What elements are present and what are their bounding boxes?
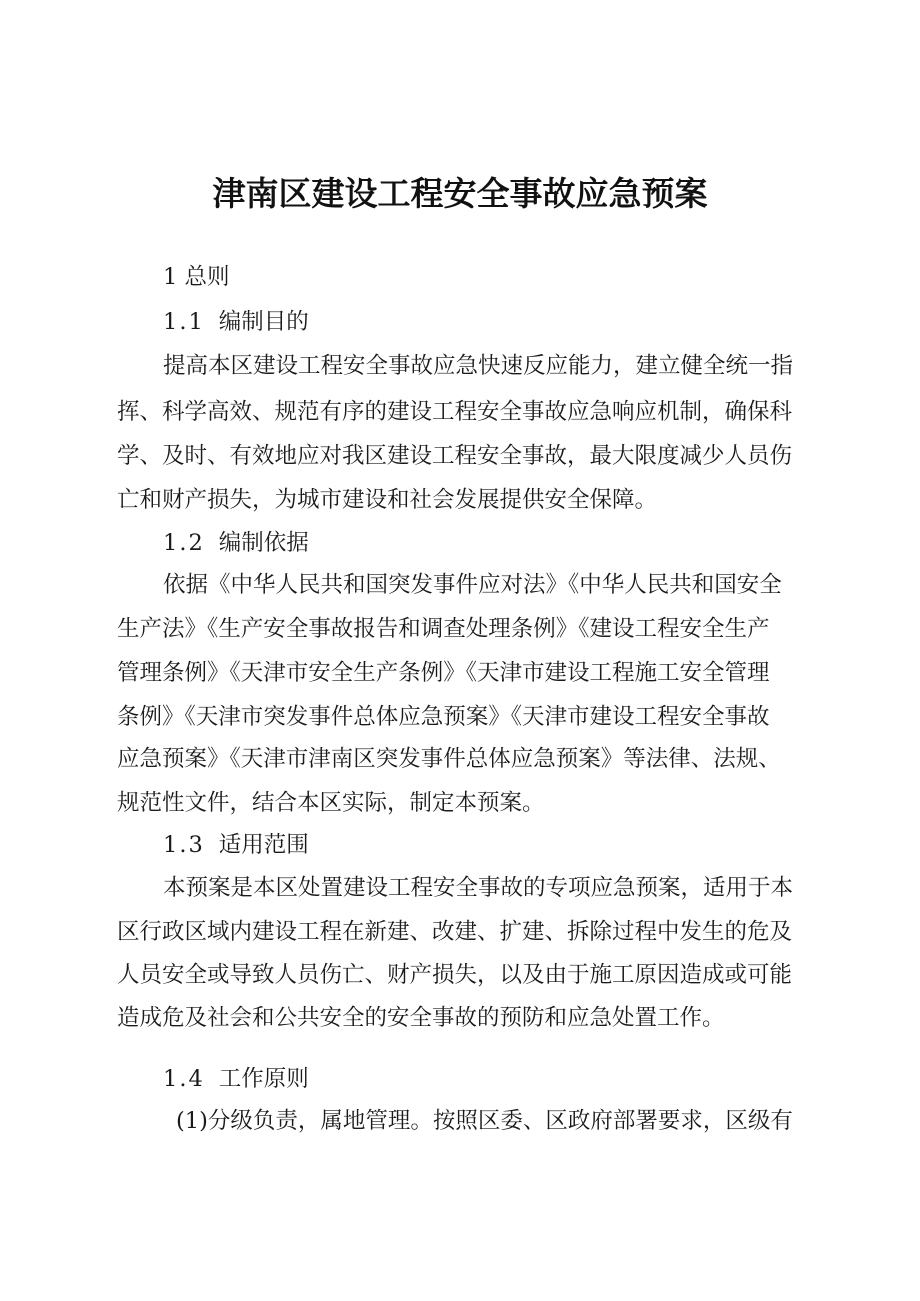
section-title: 适用范围 bbox=[218, 832, 309, 858]
paragraph-line: 挥、科学高效、规范有序的建设工程安全事故应急响应机制，确保科 bbox=[117, 399, 793, 425]
section-number: 1.2 bbox=[163, 530, 205, 556]
paragraph-line: 造成危及社会和公共安全的安全事故的预防和应急处置工作。 bbox=[117, 1005, 725, 1031]
paragraph-line: 学、及时、有效地应对我区建设工程安全事故，最大限度减少人员伤 bbox=[117, 443, 793, 469]
section-number: 1.1 bbox=[163, 309, 205, 335]
section-title: 工作原则 bbox=[218, 1066, 309, 1092]
paragraph-line: 条例》《天津市突发事件总体应急预案》《天津市建设工程安全事故 bbox=[117, 704, 770, 730]
paragraph-line: (1)分级负责，属地管理。按照区委、区政府部署要求，区级有 bbox=[176, 1108, 793, 1134]
section-heading-1-2 bbox=[163, 528, 309, 558]
paragraph-line: 本预案是本区处置建设工程安全事故的专项应急预案，适用于本 bbox=[163, 875, 794, 901]
paragraph-line: 依据《中华人民共和国突发事件应对法》《中华人民共和国安全 bbox=[163, 572, 782, 598]
section-number: 1.3 bbox=[163, 832, 205, 858]
paragraph-line: 生产法》《生产安全事故报告和调查处理条例》《建设工程安全生产 bbox=[117, 616, 770, 642]
section-number: 1.4 bbox=[163, 1066, 205, 1092]
paragraph-line: 管理条例》《天津市安全生产条例》《天津市建设工程施工安全管理 bbox=[117, 660, 770, 686]
document-title: 津南区建设工程安全事故应急预案 bbox=[212, 174, 708, 213]
section-heading-1-4 bbox=[163, 1064, 309, 1094]
paragraph-line: 人员安全或导致人员伤亡、财产损失，以及由于施工原因造成或可能 bbox=[117, 962, 793, 988]
paragraph-line: 规范性文件，结合本区实际，制定本预案。 bbox=[117, 790, 545, 816]
section-heading-general: 1 总则 bbox=[163, 264, 230, 290]
paragraph-line: 区行政区域内建设工程在新建、改建、扩建、拆除过程中发生的危及 bbox=[117, 919, 793, 945]
section-heading-1-1 bbox=[163, 307, 309, 337]
section-title: 编制依据 bbox=[218, 530, 309, 556]
paragraph-line: 提高本区建设工程安全事故应急快速反应能力，建立健全统一指 bbox=[163, 353, 794, 379]
paragraph-line: 应急预案》《天津市津南区突发事件总体应急预案》等法律、法规、 bbox=[117, 746, 781, 772]
paragraph-line: 亡和财产损失，为城市建设和社会发展提供安全保障。 bbox=[117, 487, 658, 513]
section-heading-1-3 bbox=[163, 830, 309, 860]
section-title: 编制目的 bbox=[218, 309, 309, 335]
